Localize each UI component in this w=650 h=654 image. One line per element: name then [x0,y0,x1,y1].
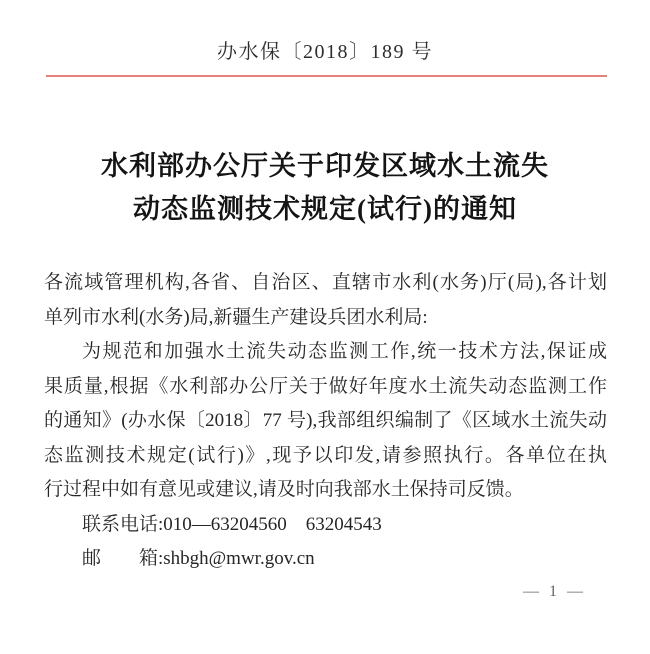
body-line-salutation-1: 各流域管理机构,各省、自治区、直辖市水利(水务)厅(局),各计划 [44,272,607,293]
contact-phone-line: 联系电话:010—63204560 63204543 [82,513,382,535]
body-line-salutation-2: 单列市水利(水务)局,新疆生产建设兵团水利局: [44,306,428,328]
title-line-2: 动态监测技术规定(试行)的通知 [133,194,517,224]
contact-email-line: 邮 箱:shbgh@mwr.gov.cn [82,548,315,569]
body-line-paragraph-2: 果质量,根据《水利部办公厅关于做好年度水土流失动态监测工作 [44,375,607,397]
body-line-paragraph-5: 行过程中如有意见或建议,请及时向我部水土保持司反馈。 [44,479,524,500]
page-title [0,145,650,231]
doc-number: 办水保〔2018〕189 号 [217,41,433,63]
body-line-paragraph-4: 态监测技术规定(试行)》,现予以印发,请参照执行。各单位在执 [44,444,607,466]
body-line-paragraph-1: 为规范和加强水土流失动态监测工作,统一技术方法,保证成 [82,341,607,362]
title-line-1: 水利部办公厅关于印发区域水土流失 [101,151,549,181]
page-number: — 1 — [523,583,586,600]
body-line-paragraph-3: 的通知》(办水保〔2018〕77 号),我部组织编制了《区域水土流失动 [44,410,607,431]
red-divider-line [46,75,607,77]
document-body [44,266,607,577]
